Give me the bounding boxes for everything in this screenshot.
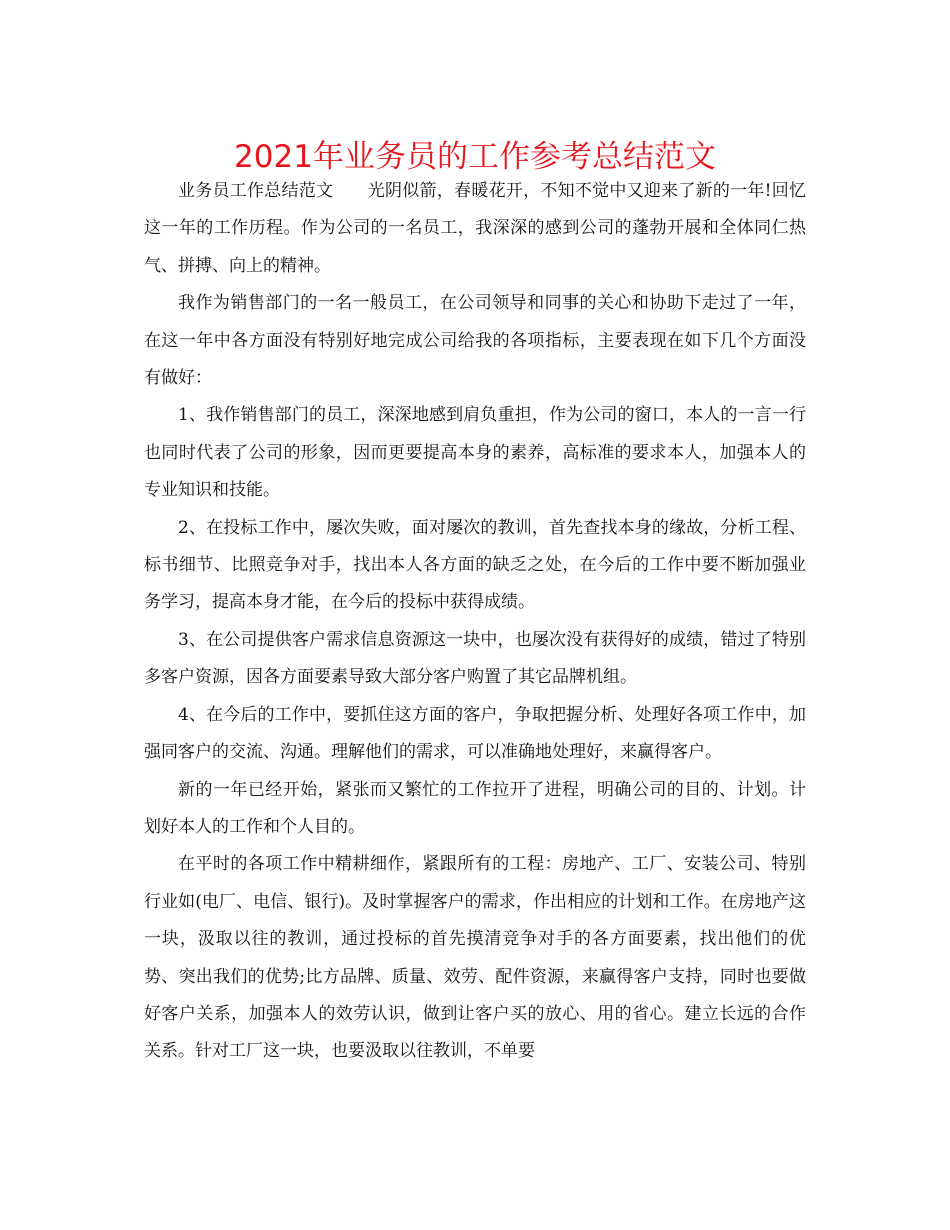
paragraph-intro: 业务员工作总结范文 光阴似箭，春暖花开，不知不觉中又迎来了新的一年!回忆这一年的工作历程。作为公司的一名员工，我深深的感到公司的蓬勃开展和全体同仁热气、拼搏、向上的精神。 xyxy=(144,181,806,276)
paragraph-point-3: 3、在公司提供客户需求信息资源这一块中，也屡次没有获得好的成绩，错过了特别多客户资源，因各方面要素导致大部分客户购置了其它品牌机组。 xyxy=(144,629,806,688)
paragraph-point-1: 1、我作销售部门的员工，深深地感到肩负重担，作为公司的窗口，本人的一言一行也同时代表了公司的形象，因而更要提高本身的素养，高标准的要求本人，加强本人的专业知识和技能。 xyxy=(144,405,806,501)
paragraph-point-4: 4、在今后的工作中，要抓住这方面的客户，争取把握分析、处理好各项工作中，加强同客户的交流、沟通。理解他们的需求，可以准确地处理好，来赢得客户。 xyxy=(144,704,806,763)
paragraph-overview: 我作为销售部门的一名一般员工，在公司领导和同事的关心和协助下走过了一年，在这一年中各方面没有特别好地完成公司给我的各项指标，主要表现在如下几个方面没有做好： xyxy=(144,293,806,389)
paragraph-daily-work: 在平时的各项工作中精耕细作，紧跟所有的工程：房地产、工厂、安装公司、特别行业如(电厂、电信、银行)。及时掌握客户的需求，作出相应的计划和工作。在房地产这一块，汲取以往的教训，通过投标的首先摸清竞争对手的各方面要素，找出他们的优势、突出我们的优势;比方品牌、质量、效劳、配件资源，来赢得客户支持，同时也要做好客户关系，加强本人的效劳认识，做到让客户买的放心、用的省心。建立长远的合作关系。针对工厂这一块，也要汲取以往教训，不单要 xyxy=(144,854,806,1062)
paragraph-new-year: 新的一年已经开始，紧张而又繁忙的工作拉开了进程，明确公司的目的、计划。计划好本人的工作和个人目的。 xyxy=(144,779,806,837)
paragraph-point-2: 2、在投标工作中，屡次失败，面对屡次的教训，首先查找本身的缘故，分析工程、标书细节、比照竞争对手，找出本人各方面的缺乏之处，在今后的工作中要不断加强业务学习，提高本身才能，在今后的投标中获得成绩。 xyxy=(144,517,806,613)
document-body xyxy=(144,173,806,1071)
document-title: 2021年业务员的工作参考总结范文 xyxy=(234,139,716,175)
